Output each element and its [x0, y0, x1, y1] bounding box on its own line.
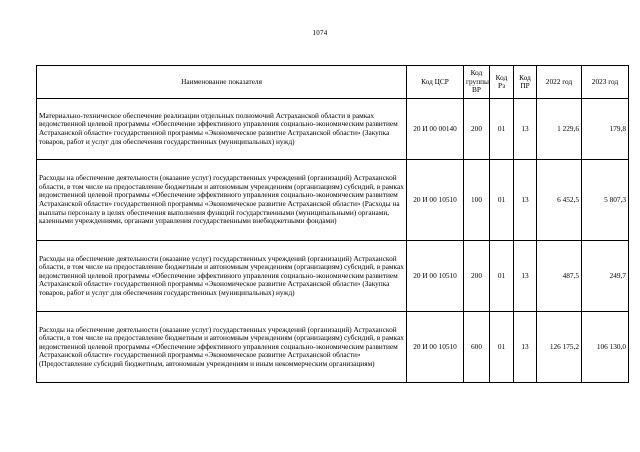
- row-pr-code: 13: [514, 312, 537, 383]
- header-pr: Код ПР: [514, 66, 537, 99]
- row-value-2023: 179,8: [582, 99, 629, 160]
- header-2022: 2022 год: [537, 66, 582, 99]
- row-value-2022: 6 452,5: [537, 160, 582, 241]
- row-csr-code: 20 И 00 10510: [407, 312, 464, 383]
- table-header-row: [37, 66, 629, 99]
- row-csr-code: 20 И 00 00140: [407, 99, 464, 160]
- row-vr-code: 200: [464, 99, 490, 160]
- page-number: 1074: [312, 29, 328, 37]
- row-value-2022: 1 229,6: [537, 99, 582, 160]
- header-name: Наименование показателя: [37, 66, 407, 99]
- row-rz-code: 01: [490, 160, 514, 241]
- table-row: [37, 160, 629, 241]
- row-csr-code: 20 И 00 10510: [407, 160, 464, 241]
- row-vr-code: 200: [464, 241, 490, 312]
- row-vr-code: 100: [464, 160, 490, 241]
- row-csr-code: 20 И 00 10510: [407, 241, 464, 312]
- row-pr-code: 13: [514, 99, 537, 160]
- budget-table: [36, 65, 629, 383]
- header-vr: Код группы ВР: [464, 66, 490, 99]
- row-value-2022: 126 175,2: [537, 312, 582, 383]
- header-2023: 2023 год: [582, 66, 629, 99]
- row-pr-code: 13: [514, 241, 537, 312]
- row-name: Расходы на обеспечение деятельности (оказание услуг) государственных учреждений (организаций) Астраханской области, в том числе на предоставление бюджетным и автономным учреждениям (организациям) субсидий, в рамках ведомственной целевой программы «Обеспечение эффективного управления социально-экономическим развитием Астраханской области» государственной программы «Экономическое развитие Астраханской области» (Закупка товаров, работ и услуг для обеспечения государственных (муниципальных) нужд): [37, 241, 407, 312]
- row-rz-code: 01: [490, 312, 514, 383]
- row-rz-code: 01: [490, 241, 514, 312]
- header-rz: Код Рз: [490, 66, 514, 99]
- header-csr: Код ЦСР: [407, 66, 464, 99]
- table-row: [37, 312, 629, 383]
- row-value-2023: 5 807,3: [582, 160, 629, 241]
- table-row: [37, 241, 629, 312]
- row-vr-code: 600: [464, 312, 490, 383]
- table-row: [37, 99, 629, 160]
- row-value-2023: 106 130,0: [582, 312, 629, 383]
- row-value-2022: 487,5: [537, 241, 582, 312]
- row-name: Расходы на обеспечение деятельности (оказание услуг) государственных учреждений (организаций) Астраханской области, в том числе на предоставление бюджетным и автономным учреждениям (организациям) субсидий, в рамках ведомственной целевой программы «Обеспечение эффективного управления социально-экономическим развитием Астраханской области» государственной программы «Экономическое развитие Астраханской области» (Предоставление субсидий бюджетным, автономным учреждениям и иным некоммерческим организациям): [37, 312, 407, 383]
- row-name: Расходы на обеспечение деятельности (оказание услуг) государственных учреждений (организаций) Астраханской области, в том числе на предоставление бюджетным и автономным учреждениям (организациям) субсидий, в рамках ведомственной целевой программы «Обеспечение эффективного управления социально-экономическим развитием Астраханской области» государственной программы «Экономическое развитие Астраханской области» (Расходы на выплаты персоналу в целях обеспечения выполнения функций государственными (муниципальными) органами, казенными учреждениями, органами управления государственными внебюджетными фондами): [37, 160, 407, 241]
- row-value-2023: 249,7: [582, 241, 629, 312]
- row-name: Материально-техническое обеспечение реализации отдельных полномочий Астраханской области в рамках ведомственной целевой программы «Обеспечение эффективного управления социально-экономическим развитием Астраханской области» государственной программы «Экономическое развитие Астраханской области» (Закупка товаров, работ и услуг для обеспечения государственных (муниципальных) нужд): [37, 99, 407, 160]
- row-pr-code: 13: [514, 160, 537, 241]
- row-rz-code: 01: [490, 99, 514, 160]
